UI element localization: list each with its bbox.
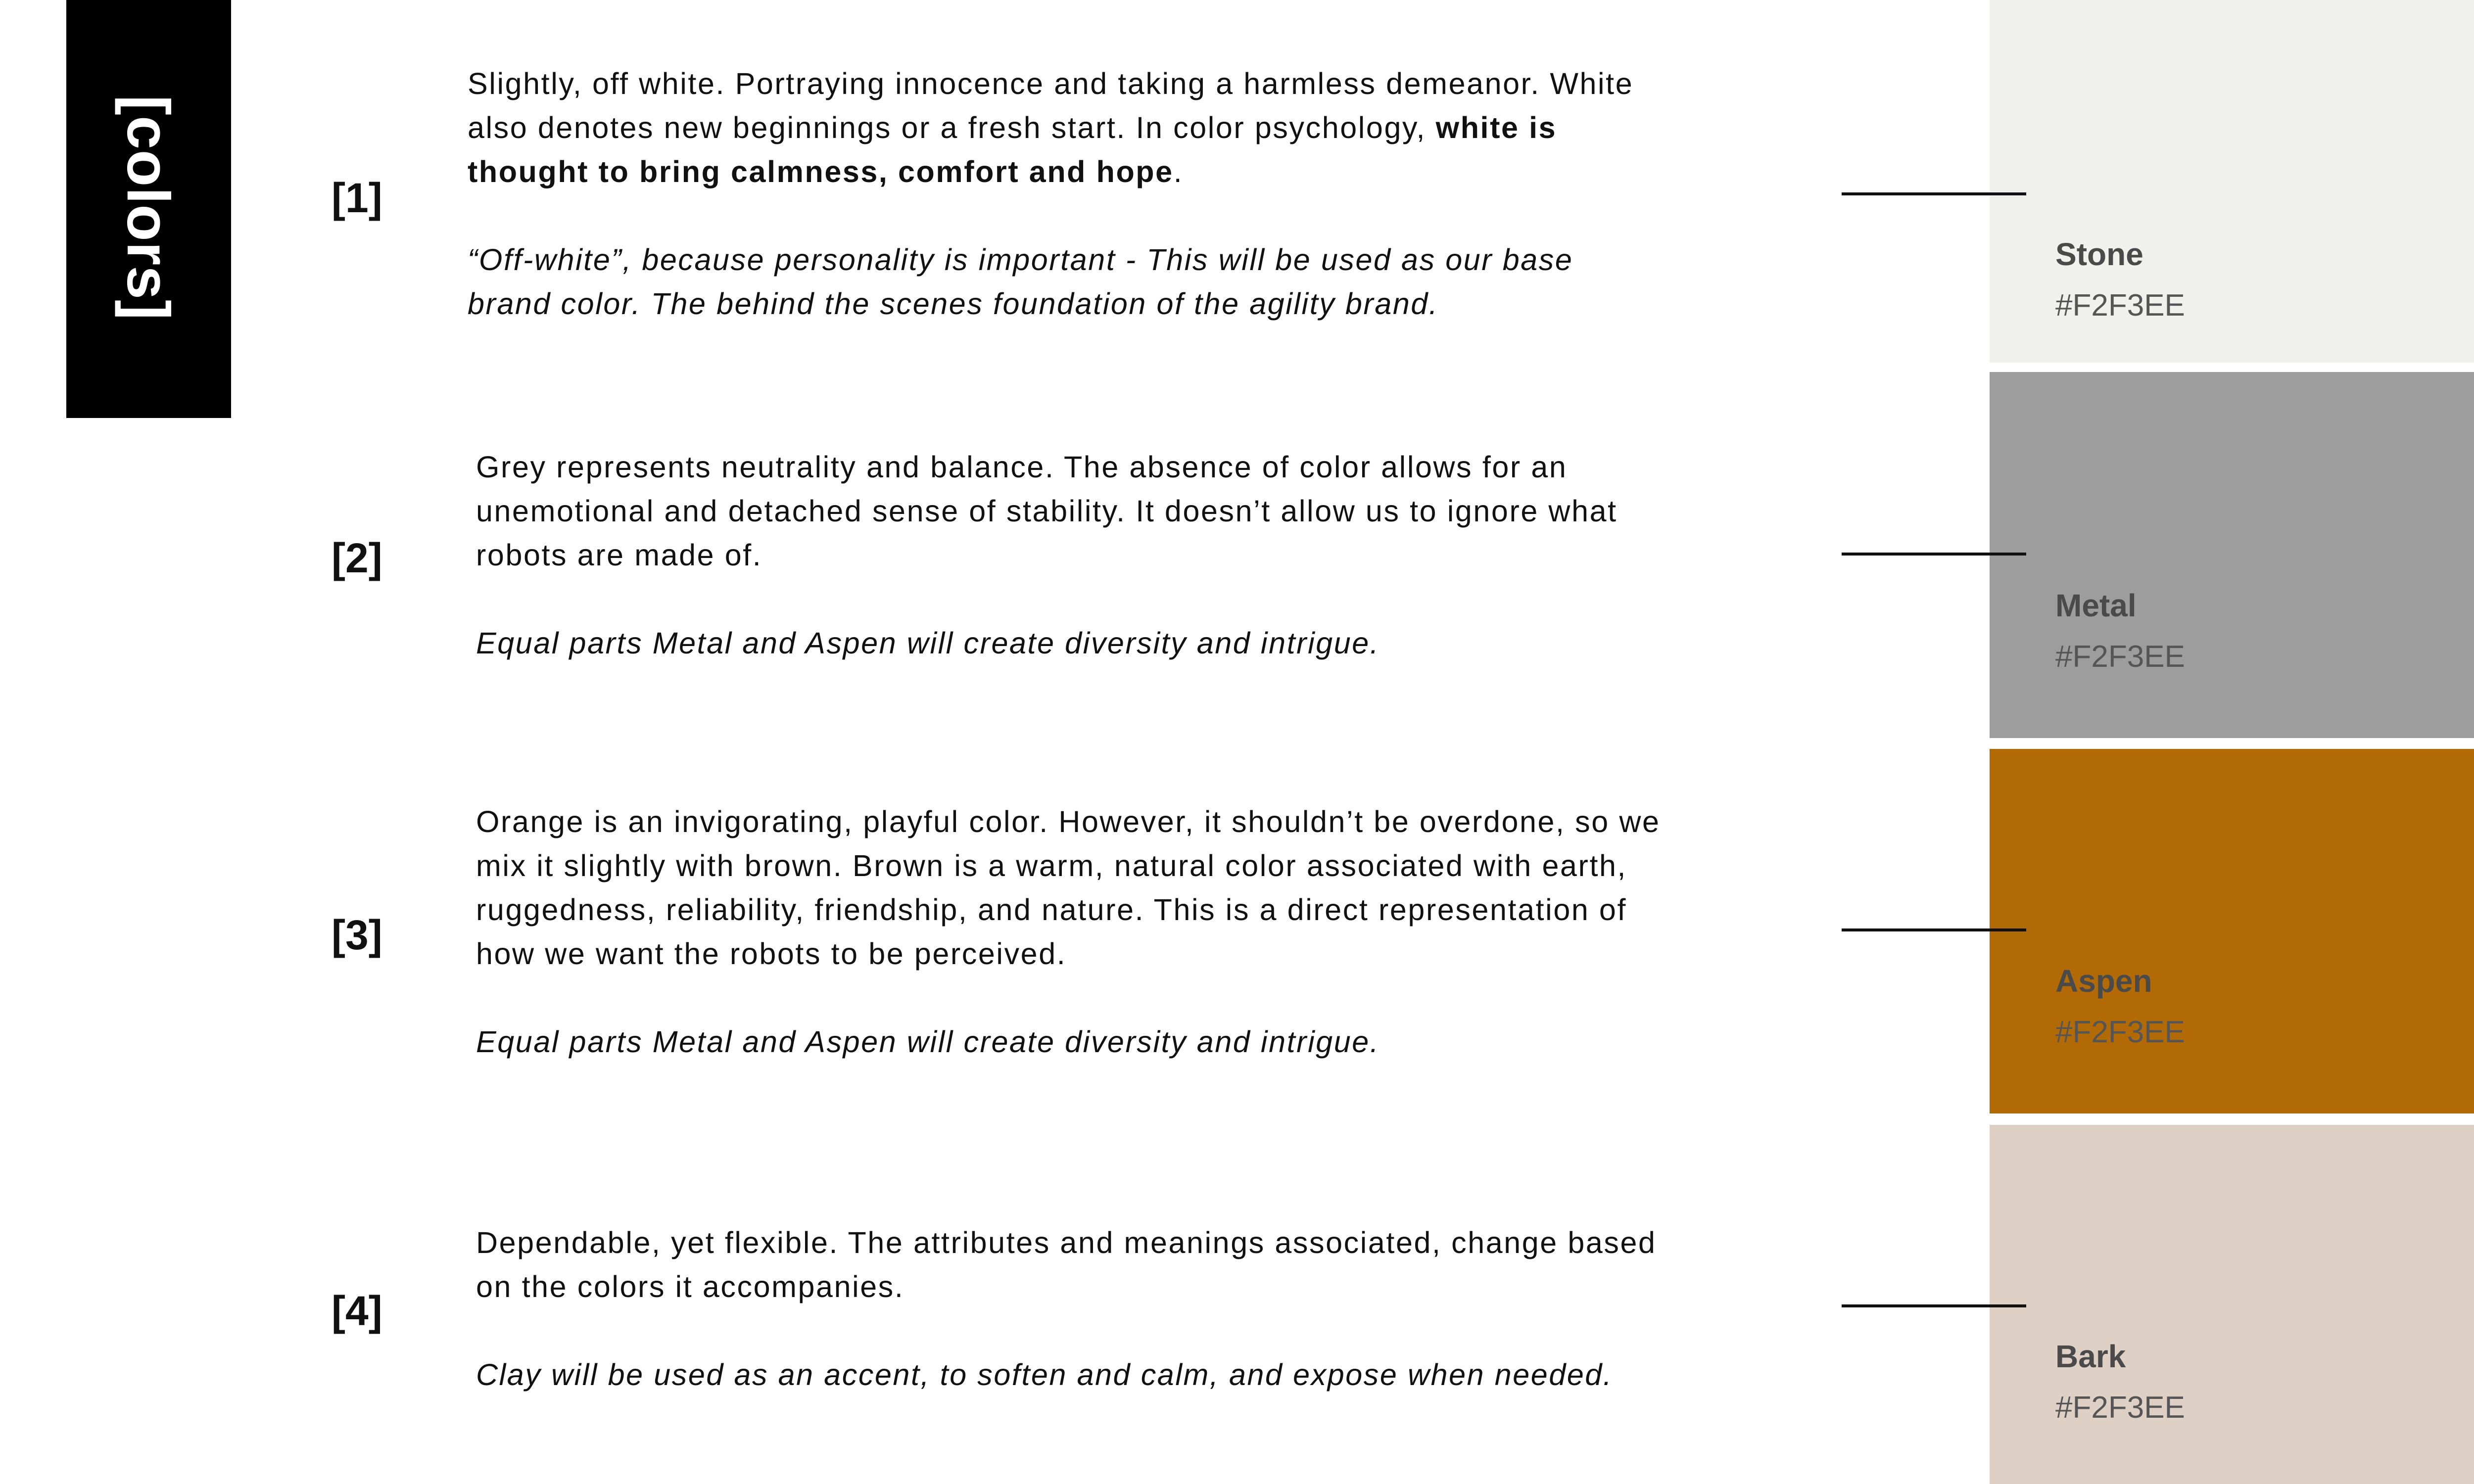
section-number: [3] — [332, 912, 382, 958]
swatch-hex: #F2F3EE — [2055, 288, 2185, 323]
connector-line — [1842, 1304, 2026, 1307]
body-line — [468, 106, 1633, 150]
swatch-hex: #F2F3EE — [2055, 1391, 2185, 1425]
body-line — [476, 1265, 1657, 1309]
body-line — [476, 844, 1661, 888]
swatch-name: Bark — [2055, 1339, 2126, 1374]
section-text — [476, 445, 1618, 665]
body-text: on the colors it accompanies. — [476, 1270, 904, 1303]
body-text: also denotes new beginnings or a fresh start. In color psychology, — [468, 111, 1436, 144]
body-text: robots are made of. — [476, 538, 762, 572]
section-number: [1] — [332, 175, 382, 221]
body-line — [476, 445, 1618, 489]
body-line — [476, 489, 1618, 533]
body-line — [476, 1221, 1657, 1265]
italic-line: brand color. The behind the scenes foundation of the agility brand. — [468, 287, 1439, 321]
body-line — [476, 800, 1661, 844]
body-text: Slightly, off white. Portraying innocence and taking a harmless demeanor. White — [468, 67, 1634, 100]
section-number: [2] — [332, 535, 382, 581]
body-text: Dependable, yet flexible. The attributes and meanings associated, change based — [476, 1226, 1657, 1259]
swatch-aspen — [1990, 749, 2474, 1113]
italic-line: Clay will be used as an accent, to soften and calm, and expose when needed. — [476, 1358, 1613, 1391]
body-text: mix it slightly with brown. Brown is a warm, natural color associated with earth, — [476, 849, 1627, 882]
swatch-name: Aspen — [2055, 963, 2152, 999]
body-text: . — [1173, 155, 1184, 188]
section-text — [468, 62, 1633, 326]
body-text: Orange is an invigorating, playful color. However, it shouldn’t be overdone, so we — [476, 805, 1661, 838]
swatch-name: Metal — [2055, 588, 2137, 623]
swatch-hex: #F2F3EE — [2055, 1015, 2185, 1049]
section-text — [476, 800, 1661, 1064]
body-text: unemotional and detached sense of stability. It doesn’t allow us to ignore what — [476, 494, 1618, 528]
emphasis-text: thought to bring calmness, comfort and hope — [468, 155, 1174, 188]
paragraph-gap — [468, 194, 1633, 238]
paragraph-gap — [476, 976, 1661, 1020]
body-text: ruggedness, reliability, friendship, and nature. This is a direct representation of — [476, 893, 1627, 927]
swatch-name: Stone — [2055, 236, 2143, 272]
emphasis-text: white is — [1435, 111, 1557, 144]
section-text — [476, 1221, 1657, 1397]
swatch-metal — [1990, 372, 2474, 738]
body-line — [476, 533, 1618, 577]
swatch-hex: #F2F3EE — [2055, 640, 2185, 674]
body-line — [468, 62, 1633, 106]
body-text: how we want the robots to be perceived. — [476, 937, 1067, 971]
italic-line: “Off-white”, because personality is important - This will be used as our base — [468, 243, 1573, 277]
swatch-stone — [1990, 0, 2474, 363]
paragraph-gap — [476, 1309, 1657, 1353]
side-tab-label: [colors] — [115, 95, 182, 321]
section-number: [4] — [332, 1288, 382, 1334]
italic-line: Equal parts Metal and Aspen will create diversity and intrigue. — [476, 626, 1380, 660]
italic-line: Equal parts Metal and Aspen will create diversity and intrigue. — [476, 1025, 1380, 1059]
swatch-bark — [1990, 1125, 2474, 1484]
paragraph-gap — [476, 577, 1618, 621]
body-text: Grey represents neutrality and balance. The absence of color allows for an — [476, 450, 1568, 484]
body-line — [468, 150, 1633, 194]
connector-line — [1842, 192, 2026, 195]
body-line — [476, 888, 1661, 932]
body-line — [476, 932, 1661, 976]
connector-line — [1842, 928, 2026, 931]
connector-line — [1842, 553, 2026, 556]
